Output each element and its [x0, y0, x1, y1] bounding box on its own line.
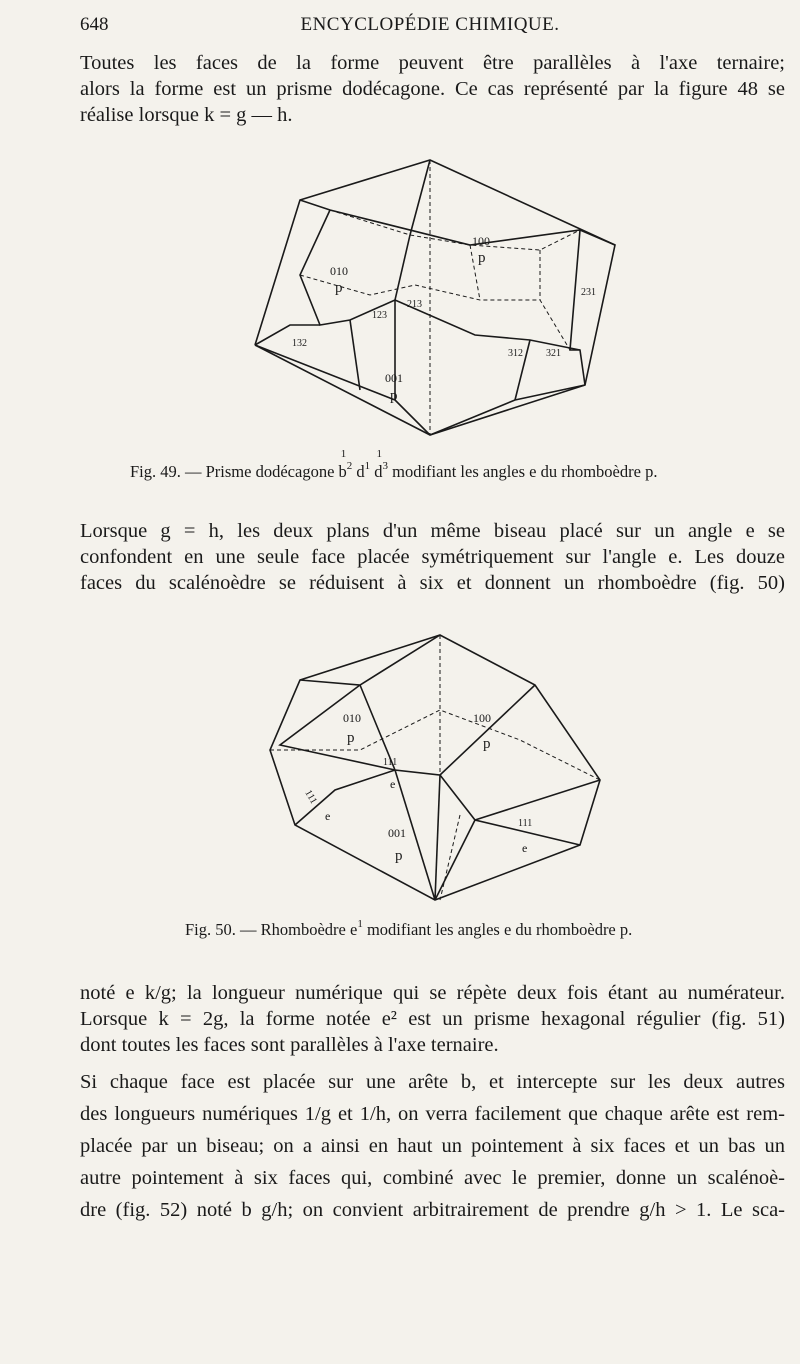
- face-label-321: 321: [546, 348, 561, 359]
- text-line: noté e k/g; la longueur numérique qui se répète deux fois étant au numérateur.: [80, 982, 785, 1004]
- page-number: 648: [80, 14, 109, 35]
- figure-50-rhombohedron: [250, 630, 620, 910]
- running-title: ENCYCLOPÉDIE CHIMIQUE.: [300, 14, 560, 35]
- face-label-111: 111: [518, 818, 533, 829]
- face-label-e: e: [325, 809, 331, 823]
- text-line: dre (fig. 52) noté b g/h; on convient arbitrairement de prendre g/h > 1. Le sca-: [80, 1199, 785, 1221]
- text-line: des longueurs numériques 1/g et 1/h, on verra facilement que chaque arête est rem-: [80, 1103, 785, 1125]
- figure-49-caption: Fig. 49. — Prisme dodécagone $b1^2$ $d^1$ $d1^3$ modifiant les angles e du rhomboèdre p.: [130, 448, 658, 481]
- paragraph-prism-intro: [80, 50, 785, 128]
- face-label-e: e: [390, 777, 396, 791]
- text-line: Lorsque k = 2g, la forme notée e² est un prisme hexagonal régulier (fig. 51): [80, 1008, 785, 1030]
- face-label-010: 010: [343, 711, 361, 725]
- text-line: Toutes les faces de la forme peuvent être parallèles à l'axe ternaire;: [80, 52, 785, 74]
- face-label-001: 001: [385, 371, 403, 385]
- page-header: [80, 14, 780, 40]
- face-label-111: 111: [302, 788, 319, 807]
- text-line: confondent en une seule face placée symétriquement sur l'angle e. Les douze: [80, 546, 785, 568]
- face-label-010: 010: [330, 264, 348, 278]
- face-label-p: p: [395, 848, 403, 864]
- text-line: placée par un biseau; on a ainsi en haut un pointement à six faces et un bas un: [80, 1135, 785, 1157]
- paragraph-notation: [80, 980, 785, 1058]
- figure-49-dodecagonal-prism: [240, 150, 630, 440]
- face-label-001: 001: [388, 826, 406, 840]
- face-label-p: p: [483, 736, 491, 752]
- text-line: réalise lorsque k = g — h.: [80, 104, 293, 126]
- text-line: alors la forme est un prisme dodécagone. Ce cas représenté par la figure 48 se: [80, 78, 785, 100]
- face-label-132: 132: [292, 338, 307, 349]
- face-label-p: p: [335, 280, 343, 296]
- face-label-100: 100: [473, 711, 491, 725]
- paragraph-equal-gh: [80, 518, 785, 596]
- text-line: Si chaque face est placée sur une arête b, et intercepte sur les deux autres: [80, 1071, 785, 1093]
- text-line: Lorsque g = h, les deux plans d'un même biseau placé sur un angle e se: [80, 520, 785, 542]
- face-label-p: p: [390, 388, 398, 404]
- face-label-p: p: [347, 730, 355, 746]
- text-line: dont toutes les faces sont parallèles à l'axe ternaire.: [80, 1034, 499, 1056]
- face-label-100: 100: [472, 234, 490, 248]
- figure-50-caption: Fig. 50. — Rhomboèdre $e^1$ modifiant les angles e du rhomboèdre p.: [185, 918, 633, 939]
- text-line: autre pointement à six faces qui, combiné avec le premier, donne un scalénoè-: [80, 1167, 785, 1189]
- face-label-111: 111: [383, 757, 398, 768]
- face-label-123: 123: [372, 310, 387, 321]
- face-label-e: e: [522, 841, 528, 855]
- face-label-312: 312: [508, 348, 523, 359]
- face-label-p: p: [478, 250, 486, 266]
- text-line: faces du scalénoèdre se réduisent à six et donnent un rhomboèdre (fig. 50): [80, 572, 785, 594]
- face-label-213: 213: [407, 299, 422, 310]
- paragraph-scalenohedron: [80, 1066, 785, 1226]
- face-label-231: 231: [581, 287, 596, 298]
